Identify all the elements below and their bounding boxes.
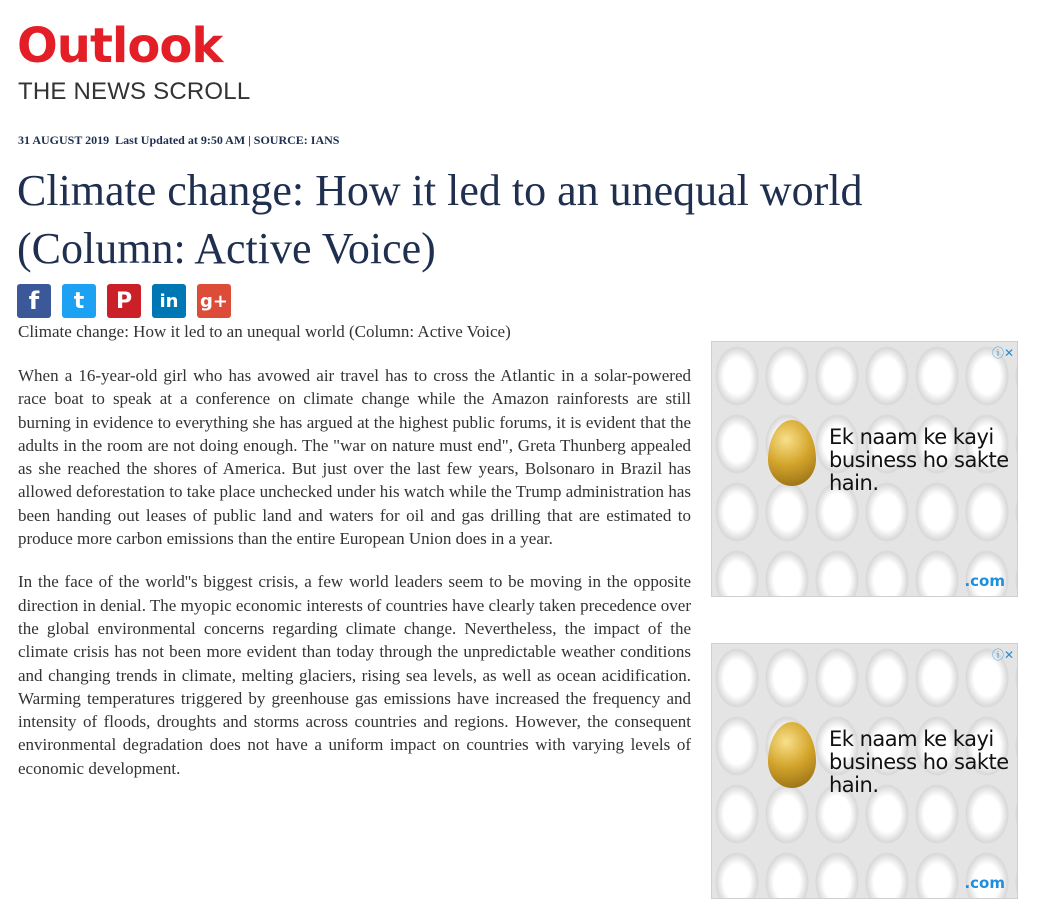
golden-egg-icon <box>768 420 816 486</box>
article-meta <box>18 133 339 148</box>
share-bar <box>17 284 231 318</box>
facebook-icon[interactable]: f <box>17 284 51 318</box>
paragraph: In the face of the world''s biggest crisis, a few world leaders seem to be moving in the opposite direction in denial. The myopic economic interests of countries have clearly taken precedence over the global environmental concerns regarding climate change. Nevertheless, the impact of the climate crisis has not been more evident than today through the unpredictable weather conditions and changing trends in climate, melting glaciers, rising sea levels, as well as ocean acidification. Warming temperatures triggered by greenhouse gas emissions have increased the frequency and intensity of floods, droughts and storms across countries and regions. However, the consequent environmental degradation does not have a uniform impact on countries with varying levels of economic development. <box>18 572 691 778</box>
article-body <box>18 364 691 800</box>
twitter-icon[interactable]: t <box>62 284 96 318</box>
ad-choices-icon[interactable]: ⓘ✕ <box>991 648 1014 662</box>
article-date: 31 AUGUST 2019 <box>18 133 110 147</box>
ad-slogan: Ek naam ke kayi business ho sakte hain. <box>829 425 1009 495</box>
advertisement[interactable] <box>711 643 1018 899</box>
article-source: | SOURCE: IANS <box>248 133 340 147</box>
ad-choices-icon[interactable]: ⓘ✕ <box>991 346 1014 360</box>
image-caption: Climate change: How it led to an unequal world (Column: Active Voice) <box>18 322 511 341</box>
linkedin-icon[interactable]: in <box>152 284 186 318</box>
pinterest-icon[interactable]: P <box>107 284 141 318</box>
outlook-logo[interactable]: Outlook <box>17 18 223 74</box>
advertisement[interactable] <box>711 341 1018 597</box>
golden-egg-icon <box>768 722 816 788</box>
paragraph: When a 16-year-old girl who has avowed air travel has to cross the Atlantic in a solar-powered race boat to speak at a conference on climate change while the Amazon rainforests are still burning in evidence to everything she has argued at the highest public forums, it is evident that the adults in the room are not doing enough. The "war on nature must end", Greta Thunberg appealed as she reached the shores of America. But just over the last few years, Bolsonaro in Brazil has allowed deforestation to take place unchecked under his watch while the Trump administration has been handing out leases of public land and waters for oil and gas drilling that are estimated to produce more carbon emissions than the entire European Union does in a year. <box>18 366 691 549</box>
last-updated: Last Updated at 9:50 AM <box>115 133 246 147</box>
googleplus-icon[interactable]: g+ <box>197 284 231 318</box>
ad-brand: .com <box>964 572 1005 590</box>
ad-slogan: Ek naam ke kayi business ho sakte hain. <box>829 727 1009 797</box>
article-headline: Climate change: How it led to an unequal world (Column: Active Voice) <box>17 166 863 273</box>
section-title[interactable]: THE NEWS SCROLL <box>18 78 251 105</box>
ad-brand: .com <box>964 874 1005 892</box>
